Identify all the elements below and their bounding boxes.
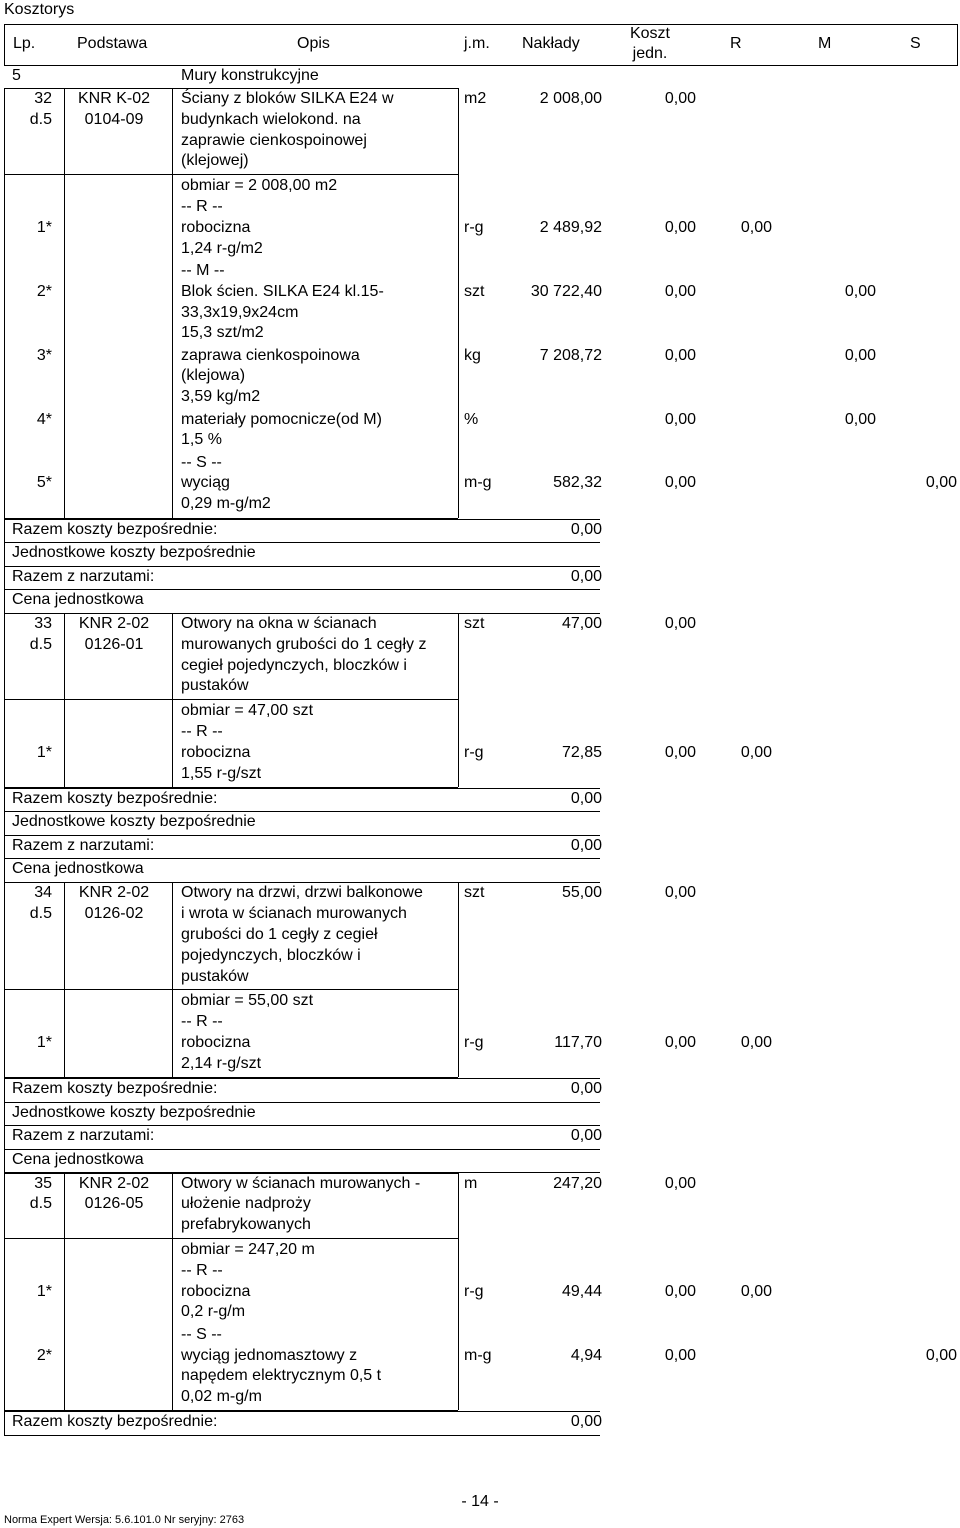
- summary-direct-costs-value: 0,00: [570, 789, 602, 807]
- item-basis-table: 0126-02: [84, 905, 144, 923]
- summary-with-surcharges: Razem z narzutami:: [12, 1127, 155, 1145]
- item-number: 35: [34, 1174, 52, 1192]
- header-right-border: [957, 24, 958, 65]
- resource-number: 1*: [36, 743, 52, 761]
- col-header-labor: R: [730, 35, 742, 52]
- resource-unit-cost: 0,00: [664, 1282, 696, 1300]
- item-description-line: prefabrykowanych: [181, 1216, 311, 1234]
- resource-description-line: materiały pomocnicze(od M): [181, 410, 382, 428]
- resource-number: 3*: [36, 346, 52, 364]
- summary-direct-costs-value: 0,00: [570, 1080, 602, 1098]
- resource-description-line: wyciąg: [181, 474, 230, 492]
- item-quantity: 2 008,00: [539, 90, 602, 107]
- item-measurement: obmiar = 55,00 szt: [181, 992, 314, 1010]
- resource-quantity: 30 722,40: [530, 282, 602, 300]
- summary-left-border: [4, 1411, 5, 1435]
- item-chapter: d.5: [29, 635, 52, 653]
- resource-description-line: robocizna: [181, 1034, 251, 1051]
- resource-number: 5*: [36, 474, 52, 492]
- resource-unit: %: [464, 410, 479, 428]
- resource-number: 4*: [36, 410, 52, 428]
- item-row-divider: [4, 699, 458, 700]
- resource-unit: m-g: [464, 1346, 492, 1364]
- resource-unit: szt: [464, 282, 485, 300]
- item-quantity: 47,00: [561, 615, 602, 632]
- resource-number: 2*: [36, 282, 52, 300]
- summary-with-surcharges: Razem z narzutami:: [12, 567, 155, 585]
- item-unit-cost: 0,00: [664, 90, 696, 107]
- section-number: 5: [12, 67, 21, 84]
- resource-quantity: 49,44: [561, 1282, 602, 1300]
- item-basis-divider: [172, 613, 173, 787]
- col-header-unit: j.m.: [464, 35, 490, 52]
- item-lp-divider: [64, 88, 65, 518]
- col-header-description: Opis: [297, 35, 330, 52]
- item-desc-divider: [458, 882, 459, 1077]
- resource-description-line: zaprawa cienkospoinowa: [181, 346, 360, 364]
- header-bottom-border: [4, 65, 958, 66]
- resource-quantity: 582,32: [553, 474, 602, 492]
- item-basis-catalog: KNR 2-02: [78, 1174, 150, 1192]
- item-basis-divider: [172, 882, 173, 1077]
- resource-description-line: 0,29 m-g/m2: [181, 495, 271, 513]
- resource-description-line: robocizna: [181, 218, 251, 236]
- item-row-divider: [4, 1238, 458, 1239]
- item-description-line: pustaków: [181, 967, 249, 985]
- item-chapter: d.5: [29, 905, 52, 923]
- resource-group-label: -- R --: [181, 1261, 223, 1279]
- document-title: Kosztorys: [4, 1, 75, 18]
- resource-group-label: -- M --: [181, 261, 225, 279]
- col-header-unit-cost: [612, 24, 688, 64]
- summary-direct-costs: Razem koszty bezpośrednie:: [12, 1080, 218, 1098]
- resource-group-label: -- R --: [181, 198, 223, 215]
- item-basis-table: 0126-05: [84, 1195, 144, 1213]
- summary-with-surcharges-value: 0,00: [570, 567, 602, 585]
- resource-description-line: 15,3 szt/m2: [181, 324, 264, 342]
- item-description-line: Otwory na okna w ścianach: [181, 615, 377, 632]
- resource-number: 2*: [36, 1346, 52, 1364]
- resource-quantity: 72,85: [561, 743, 602, 761]
- resource-unit: r-g: [464, 218, 484, 236]
- item-unit-cost: 0,00: [664, 1174, 696, 1192]
- resource-quantity: 117,70: [554, 1034, 602, 1051]
- col-header-unit-cost-line2: jedn.: [632, 45, 668, 62]
- resource-material-cost: 0,00: [844, 346, 876, 364]
- item-basis-catalog: KNR 2-02: [78, 615, 150, 632]
- resource-description-line: robocizna: [181, 743, 251, 761]
- resource-equipment-cost: 0,00: [925, 474, 957, 492]
- summary-left-border: [4, 519, 5, 613]
- resource-unit-cost: 0,00: [664, 346, 696, 364]
- item-unit: m2: [464, 90, 487, 107]
- item-basis-catalog: KNR K-02: [77, 90, 151, 107]
- resource-material-cost: 0,00: [844, 410, 876, 428]
- item-basis-catalog: KNR 2-02: [78, 884, 150, 902]
- resource-description-line: 33,3x19,9x24cm: [181, 303, 299, 321]
- item-description-line: pustaków: [181, 677, 249, 695]
- resource-quantity: 4,94: [570, 1346, 602, 1364]
- summary-with-surcharges: Razem z narzutami:: [12, 836, 155, 854]
- col-header-equipment: S: [910, 35, 921, 52]
- resource-unit-cost: 0,00: [664, 218, 696, 236]
- item-basis-table: 0104-09: [84, 110, 144, 128]
- item-description-line: murowanych grubości do 1 cegły z: [181, 635, 427, 653]
- resource-description-line: 0,2 r-g/m: [181, 1303, 246, 1321]
- item-top-border: [4, 613, 458, 614]
- col-header-materials: M: [818, 35, 832, 52]
- resource-equipment-cost: 0,00: [925, 1346, 957, 1364]
- item-row-divider: [4, 174, 458, 175]
- resource-unit: m-g: [464, 474, 492, 492]
- item-unit-cost: 0,00: [664, 884, 696, 902]
- item-basis-divider: [172, 1173, 173, 1411]
- resource-labor-cost: 0,00: [740, 1282, 772, 1300]
- item-description-line: ułożenie nadproży: [181, 1195, 311, 1213]
- item-unit-cost: 0,00: [664, 615, 696, 632]
- resource-description-line: 0,02 m-g/m: [181, 1388, 262, 1406]
- item-left-border: [4, 882, 5, 1077]
- summary-direct-costs: Razem koszty bezpośrednie:: [12, 789, 218, 807]
- resource-unit-cost: 0,00: [664, 1346, 696, 1364]
- resource-description-line: wyciąg jednomasztowy z: [181, 1346, 358, 1364]
- item-basis-divider: [172, 88, 173, 518]
- resource-description-line: 2,14 r-g/szt: [181, 1054, 262, 1072]
- item-lp-divider: [64, 882, 65, 1077]
- item-measurement: obmiar = 2 008,00 m2: [181, 177, 338, 195]
- summary-left-border: [4, 1078, 5, 1172]
- resource-group-label: -- R --: [181, 1013, 223, 1031]
- item-description-line: (klejowej): [181, 152, 249, 170]
- resource-description-line: Blok ścien. SILKA E24 kl.15-: [181, 282, 384, 300]
- resource-description-line: 1,24 r-g/m2: [181, 239, 263, 257]
- resource-description-line: 3,59 kg/m2: [181, 388, 261, 406]
- resource-unit: r-g: [464, 743, 484, 761]
- summary-unit-direct-costs: Jednostkowe koszty bezpośrednie: [12, 813, 256, 831]
- resource-group-label: -- S --: [181, 1325, 222, 1343]
- summary-with-surcharges-value: 0,00: [570, 1127, 602, 1145]
- resource-description-line: (klejowa): [181, 367, 246, 385]
- summary-direct-costs-value: 0,00: [570, 1413, 602, 1431]
- item-measurement: obmiar = 247,20 m: [181, 1241, 315, 1258]
- resource-number: 1*: [36, 1034, 52, 1051]
- item-description-line: Ściany z bloków SILKA E24 w: [181, 90, 394, 107]
- summary-direct-costs: Razem koszty bezpośrednie:: [12, 520, 218, 538]
- item-description-line: cegieł pojedynczych, bloczków i: [181, 656, 407, 674]
- resource-unit: r-g: [464, 1034, 484, 1051]
- resource-unit-cost: 0,00: [664, 474, 696, 492]
- item-desc-divider: [458, 613, 459, 787]
- item-top-border: [4, 1173, 458, 1174]
- resource-unit: r-g: [464, 1282, 484, 1300]
- resource-group-label: -- R --: [181, 723, 223, 740]
- item-number: 34: [34, 884, 52, 902]
- summary-left-border: [4, 788, 5, 882]
- resource-labor-cost: 0,00: [740, 743, 772, 761]
- item-number: 33: [34, 615, 52, 632]
- item-basis-table: 0126-01: [84, 635, 144, 653]
- resource-labor-cost: 0,00: [740, 218, 772, 236]
- resource-unit: kg: [464, 346, 481, 364]
- summary-unit-direct-costs: Jednostkowe koszty bezpośrednie: [12, 544, 256, 561]
- summary-direct-costs: Razem koszty bezpośrednie:: [12, 1413, 218, 1431]
- item-top-border: [4, 88, 458, 89]
- item-chapter: d.5: [29, 110, 52, 128]
- summary-unit-direct-costs: Jednostkowe koszty bezpośrednie: [12, 1103, 256, 1121]
- item-lp-divider: [64, 1173, 65, 1411]
- col-header-lp: Lp.: [13, 35, 36, 52]
- item-left-border: [4, 1173, 5, 1411]
- item-row-divider: [4, 989, 458, 990]
- header-top-border: [4, 24, 958, 25]
- item-description-line: budynkach wielokond. na: [181, 110, 361, 128]
- resource-unit-cost: 0,00: [664, 1034, 696, 1051]
- item-left-border: [4, 88, 5, 518]
- summary-with-surcharges-value: 0,00: [570, 836, 602, 854]
- resource-unit-cost: 0,00: [664, 410, 696, 428]
- item-quantity: 247,20: [553, 1174, 602, 1192]
- header-left-border: [4, 24, 5, 65]
- item-description-line: pojedynczych, bloczków i: [181, 946, 361, 964]
- item-quantity: 55,00: [561, 884, 602, 902]
- resource-material-cost: 0,00: [844, 282, 876, 300]
- item-number: 32: [34, 90, 52, 107]
- summary-direct-costs-value: 0,00: [570, 520, 602, 538]
- summary-bottom-border: [4, 1435, 600, 1436]
- item-chapter: d.5: [29, 1195, 52, 1213]
- resource-number: 1*: [36, 218, 52, 236]
- resource-description-line: napędem elektrycznym 0,5 t: [181, 1367, 382, 1385]
- item-desc-divider: [458, 1173, 459, 1411]
- col-header-quantity: Nakłady: [522, 35, 580, 52]
- resource-description-line: 1,5 %: [181, 431, 222, 449]
- resource-description-line: robocizna: [181, 1282, 251, 1300]
- resource-labor-cost: 0,00: [740, 1034, 772, 1051]
- resource-unit-cost: 0,00: [664, 743, 696, 761]
- item-unit: szt: [464, 615, 485, 632]
- item-description-line: Otwory na drzwi, drzwi balkonowe: [181, 884, 423, 902]
- item-lp-divider: [64, 613, 65, 787]
- item-description-line: zaprawie cienkospoinowej: [181, 131, 367, 149]
- page-number: - 14 -: [461, 1493, 499, 1510]
- resource-description-line: 1,55 r-g/szt: [181, 764, 262, 782]
- item-description-line: Otwory w ścianach murowanych -: [181, 1174, 421, 1192]
- resource-group-label: -- S --: [181, 453, 222, 471]
- item-unit: szt: [464, 884, 485, 902]
- item-desc-divider: [458, 88, 459, 518]
- section-title: Mury konstrukcyjne: [181, 67, 319, 84]
- summary-unit-price: Cena jednostkowa: [12, 591, 144, 608]
- resource-unit-cost: 0,00: [664, 282, 696, 300]
- resource-quantity: 2 489,92: [539, 218, 602, 236]
- summary-unit-price: Cena jednostkowa: [12, 1150, 144, 1168]
- resource-number: 1*: [36, 1282, 52, 1300]
- item-description-line: grubości do 1 cegły z cegieł: [181, 926, 378, 943]
- item-description-line: i wrota w ścianach murowanych: [181, 905, 407, 923]
- item-top-border: [4, 882, 458, 883]
- col-header-basis: Podstawa: [77, 35, 148, 52]
- item-measurement: obmiar = 47,00 szt: [181, 702, 314, 720]
- software-footer: Norma Expert Wersja: 5.6.101.0 Nr seryjny: 2763: [4, 1514, 245, 1526]
- item-left-border: [4, 613, 5, 787]
- resource-quantity: 7 208,72: [539, 346, 602, 364]
- summary-unit-price: Cena jednostkowa: [12, 860, 144, 878]
- item-unit: m: [464, 1174, 478, 1192]
- col-header-unit-cost-line1: Koszt: [629, 25, 670, 42]
